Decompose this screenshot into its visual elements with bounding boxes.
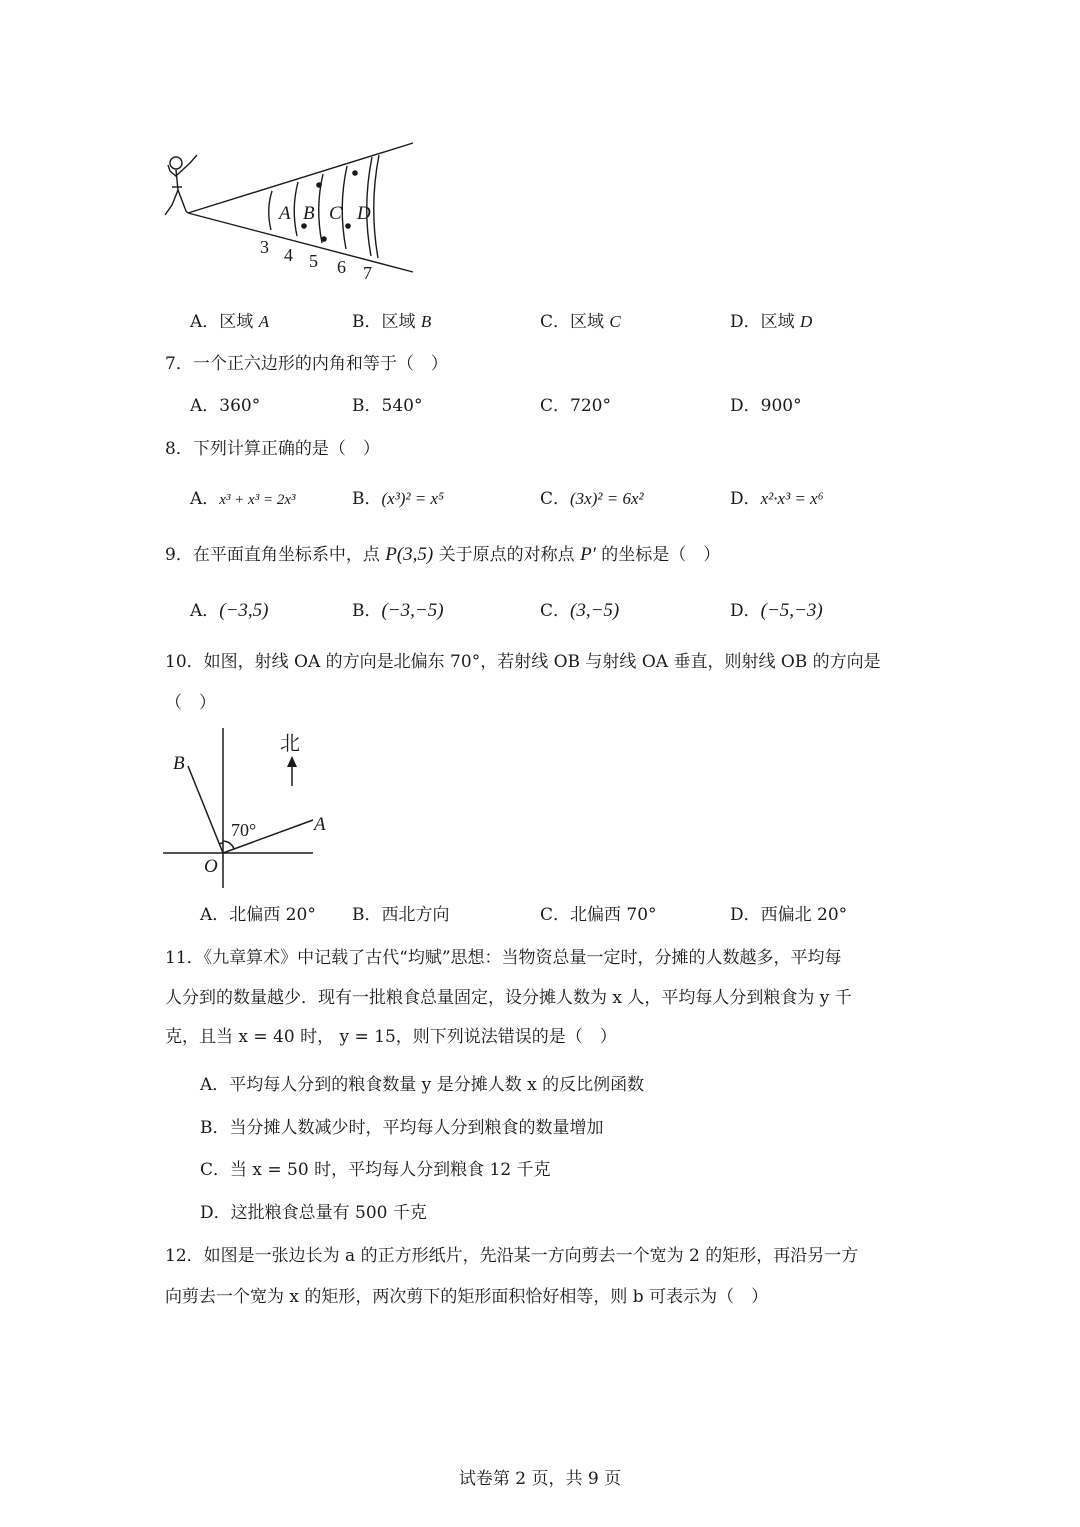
q9-option-c: C．(3,−5) [540, 600, 620, 621]
q7-option-a: A．360° [190, 396, 261, 416]
q6-option-c: C．区域 C [540, 312, 621, 332]
q8-option-a: A．x³ + x³ = 2x³ [190, 489, 296, 509]
q7-option-d: D．900° [730, 396, 802, 416]
q11-stem-line-3: 克，且当 x = 40 时， y = 15，则下列说法错误的是（ ） [165, 1027, 617, 1047]
q9-option-b: B．(−3,−5) [352, 600, 444, 621]
north-arrow-icon [287, 756, 297, 767]
q11-option-a: A．平均每人分到的粮食数量 y 是分摊人数 x 的反比例函数 [200, 1075, 645, 1095]
q11-option-d: D．这批粮食总量有 500 千克 [200, 1203, 427, 1223]
q10-stem-line-1: 10．如图，射线 OA 的方向是北偏东 70°，若射线 OB 与射线 OA 垂直，则射线 OB 的方向是 [165, 652, 881, 672]
distance-label-6: 6 [337, 257, 346, 277]
q9-option-d: D．(−5,−3) [730, 600, 823, 621]
q11-stem-line-1: 11．《九章算术》中记载了古代“均赋”思想：当物资总量一定时，分摊的人数越多，平均每 [165, 948, 842, 968]
q11-stem-line-2: 人分到的数量越少．现有一批粮食总量固定，设分摊人数为 x 人，平均每人分到粮食为 y 千 [165, 988, 852, 1008]
q9-stem: 9．在平面直角坐标系中，点 P(3,5) 关于原点的对称点 P′ 的坐标是（ ） [165, 544, 721, 565]
q10-option-b: B．西北方向 [352, 905, 450, 925]
q11-option-b: B．当分摊人数减少时，平均每人分到粮食的数量增加 [200, 1118, 604, 1138]
q8-option-b: B．(x³)² = x⁵ [352, 489, 444, 509]
q7-stem: 7．一个正六边形的内角和等于（ ） [165, 354, 448, 374]
q10-option-a: A．北偏西 20° [200, 905, 316, 925]
throw-distance-figure [150, 135, 430, 295]
point-a-label: A [314, 814, 326, 835]
landing-point-c-bottom [321, 236, 327, 242]
q11-option-c: C．当 x = 50 时，平均每人分到粮食 12 千克 [200, 1160, 551, 1180]
region-label-d: D [357, 203, 371, 224]
direction-figure [158, 728, 338, 893]
angle-label: 70° [231, 820, 257, 840]
distance-label-5: 5 [309, 251, 318, 271]
q6-option-d: D．区域 D [730, 312, 813, 332]
point-b-label: B [173, 753, 185, 774]
region-label-c: C [329, 203, 342, 224]
q12-stem-line-1: 12．如图是一张边长为 a 的正方形纸片，先沿某一方向剪去一个宽为 2 的矩形，再沿另一方 [165, 1246, 859, 1266]
q12-stem-line-2: 向剪去一个宽为 x 的矩形，两次剪下的矩形面积恰好相等，则 b 可表示为（ ） [165, 1287, 769, 1307]
q8-stem: 8．下列计算正确的是（ ） [165, 439, 380, 459]
landing-point-d-top [352, 170, 358, 176]
q8-option-c: C．(3x)² = 6x² [540, 489, 644, 509]
landing-point-b [301, 223, 307, 229]
region-label-b: B [303, 203, 315, 224]
region-label-a: A [279, 203, 291, 224]
q10-stem-line-2: （ ） [165, 693, 216, 713]
q10-option-d: D．西偏北 20° [730, 905, 848, 925]
north-label: 北 [280, 731, 300, 755]
q7-option-b: B．540° [352, 396, 423, 416]
point-o-label: O [204, 856, 218, 877]
q6-option-a: A．区域 A [190, 312, 270, 332]
q7-option-c: C．720° [540, 396, 611, 416]
distance-label-4: 4 [284, 245, 293, 265]
landing-point-c-top [316, 182, 322, 188]
q9-option-a: A．(−3,5) [190, 600, 269, 621]
page-footer: 试卷第 2 页，共 9 页 [458, 1469, 622, 1489]
distance-label-7: 7 [363, 263, 372, 283]
q6-option-b: B．区域 B [352, 312, 432, 332]
distance-label-3: 3 [260, 237, 269, 257]
q8-option-d: D．x²·x³ = x⁶ [730, 489, 824, 509]
landing-point-d-bottom [345, 223, 351, 229]
q10-option-c: C．北偏西 70° [540, 905, 657, 925]
